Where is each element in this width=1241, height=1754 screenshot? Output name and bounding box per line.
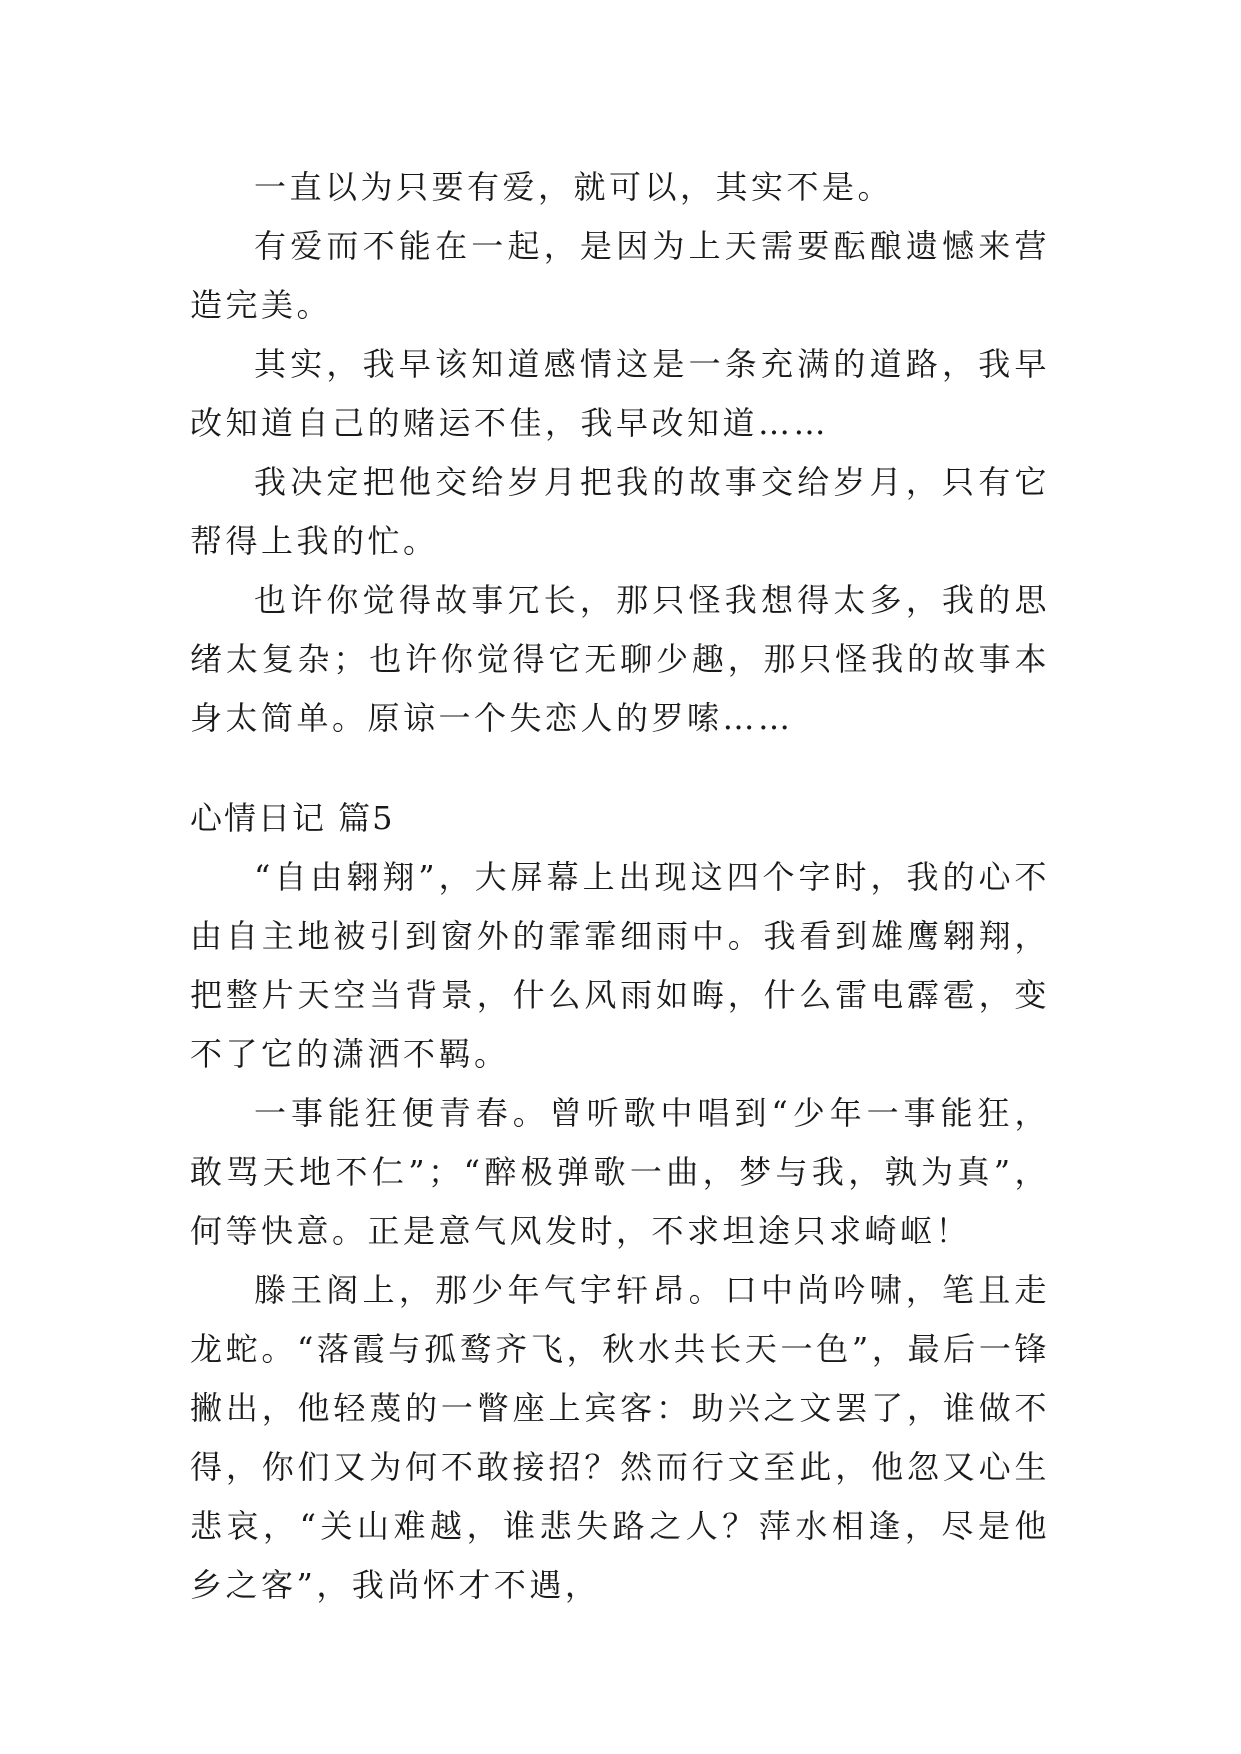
paragraph: 滕王阁上，那少年气宇轩昂。口中尚吟啸，笔且走龙蛇。“落霞与孤鹜齐飞，秋水共长天一色”，最后一锋撇出，他轻蔑的一瞥座上宾客：助兴之文罢了，谁做不得，你们又为何不敢接招？然而行文至此，他忽又心生悲哀，“关山难越，谁悲失路之人？萍水相逢，尽是他乡之客”，我尚怀才不遇， [190,1271,1050,1604]
paragraph: 其实，我早该知道感情这是一条充满的道路，我早改知道自己的赌运不佳，我早改知道…… [190,345,1050,442]
paragraph: 一直以为只要有爱，就可以，其实不是。 [254,168,894,206]
document-body [190,158,1050,1615]
paragraph: 我决定把他交给岁月把我的故事交给岁月，只有它帮得上我的忙。 [190,463,1050,560]
paragraph: “自由翱翔”，大屏幕上出现这四个字时，我的心不由自主地被引到窗外的霏霏细雨中。我看到雄鹰翱翔，把整片天空当背景，什么风雨如晦，什么雷电霹雹，变不了它的潇洒不羁。 [190,858,1050,1073]
paragraph: 也许你觉得故事冗长，那只怪我想得太多，我的思绪太复杂；也许你觉得它无聊少趣，那只怪我的故事本身太简单。原谅一个失恋人的罗嗦…… [190,581,1050,737]
section-heading: 心情日记 篇5 [190,799,395,837]
paragraph: 一事能狂便青春。曾听歌中唱到“少年一事能狂，敢骂天地不仁”；“醉极弹歌一曲，梦与我，孰为真”，何等快意。正是意气风发时，不求坦途只求崎岖！ [190,1094,1050,1250]
paragraph: 有爱而不能在一起，是因为上天需要酝酿遗憾来营造完美。 [190,227,1050,324]
